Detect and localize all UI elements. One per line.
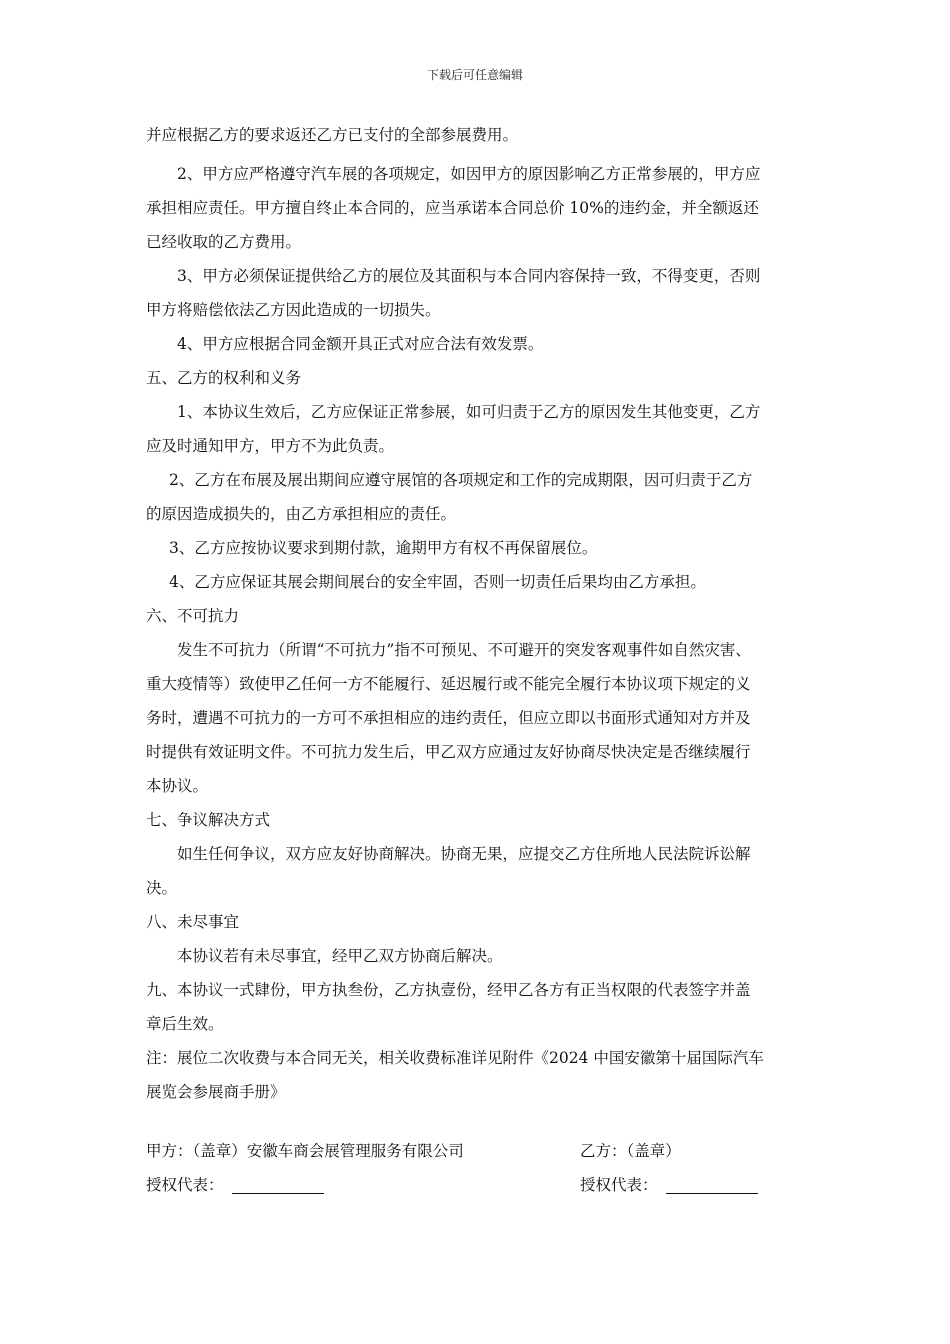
paragraph-line: 2、甲方应严格遵守汽车展的各项规定，如因甲方的原因影响乙方正常参展的，甲方应	[177, 165, 761, 183]
signature-row-parties	[146, 1136, 808, 1166]
rep-a-signature-line[interactable]	[232, 1175, 324, 1194]
rep-b	[580, 1170, 758, 1200]
party-b-label: 乙方：（盖章）	[580, 1142, 681, 1160]
rep-b-label: 授权代表：	[580, 1176, 658, 1194]
paragraph-line: 发生不可抗力（所谓“不可抗力”指不可预见、不可避开的突发客观事件如自然灾害、	[177, 641, 751, 659]
paragraph-line: 4、乙方应保证其展会期间展台的安全牢固，否则一切责任后果均由乙方承担。	[169, 573, 706, 591]
paragraph-line: 2、乙方在布展及展出期间应遵守展馆的各项规定和工作的完成期限，因可归责于乙方	[169, 471, 753, 489]
paragraph-line: 3、甲方必须保证提供给乙方的展位及其面积与本合同内容保持一致，不得变更，否则	[177, 267, 761, 285]
section-heading: 九、本协议一式肆份，甲方执叁份，乙方执壹份，经甲乙各方有正当权限的代表签字并盖	[146, 981, 751, 999]
paragraph-line: 应及时通知甲方，甲方不为此负责。	[146, 437, 395, 455]
page-header: 下载后可任意编辑	[426, 68, 523, 82]
section-heading: 六、不可抗力	[146, 607, 240, 625]
paragraph-line: 承担相应责任。甲方擅自终止本合同的，应当承诺本合同总价 10%的违约金，并全额返还	[146, 199, 759, 217]
note-line: 注：展位二次收费与本合同无关，相关收费标准详见附件《2024 中国安徽第十届国际汽车	[146, 1049, 764, 1067]
paragraph-line: 时提供有效证明文件。不可抗力发生后，甲乙双方应通过友好协商尽快决定是否继续履行	[146, 743, 751, 761]
section-heading: 八、未尽事宜	[146, 913, 240, 931]
paragraph-line: 的原因造成损失的，由乙方承担相应的责任。	[146, 505, 457, 523]
document-body	[146, 118, 808, 1109]
paragraph-line: 本协议若有未尽事宜，经甲乙双方协商后解决。	[177, 947, 503, 965]
section-heading: 五、乙方的权利和义务	[146, 369, 302, 387]
rep-a	[146, 1170, 324, 1200]
paragraph-line: 已经收取的乙方费用。	[146, 233, 302, 251]
paragraph-line: 章后生效。	[146, 1015, 224, 1033]
paragraph-line: 决。	[146, 879, 178, 897]
paragraph-line: 重大疫情等）致使甲乙任何一方不能履行、延迟履行或不能完全履行本协议项下规定的义	[146, 675, 751, 693]
paragraph-line: 4、甲方应根据合同金额开具正式对应合法有效发票。	[177, 335, 544, 353]
party-a-label: 甲方：（盖章）安徽车商会展管理服务有限公司	[146, 1142, 464, 1160]
paragraph-line: 1、本协议生效后，乙方应保证正常参展，如可归责于乙方的原因发生其他变更，乙方	[177, 403, 761, 421]
signature-row-representatives	[146, 1170, 808, 1200]
paragraph-line: 如生任何争议，双方应友好协商解决。协商无果，应提交乙方住所地人民法院诉讼解	[177, 845, 751, 863]
rep-b-signature-line[interactable]	[666, 1175, 758, 1194]
section-heading: 七、争议解决方式	[146, 811, 271, 829]
rep-a-label: 授权代表：	[146, 1176, 224, 1194]
note-line: 展览会参展商手册》	[146, 1083, 286, 1101]
paragraph-line: 3、乙方应按协议要求到期付款，逾期甲方有权不再保留展位。	[169, 539, 598, 557]
paragraph-line: 甲方将赔偿依法乙方因此造成的一切损失。	[146, 301, 441, 319]
paragraph-line: 本协议。	[146, 777, 209, 795]
paragraph-line: 并应根据乙方的要求返还乙方已支付的全部参展费用。	[146, 126, 519, 144]
paragraph-line: 务时，遭遇不可抗力的一方可不承担相应的违约责任，但应立即以书面形式通知对方并及	[146, 709, 751, 727]
